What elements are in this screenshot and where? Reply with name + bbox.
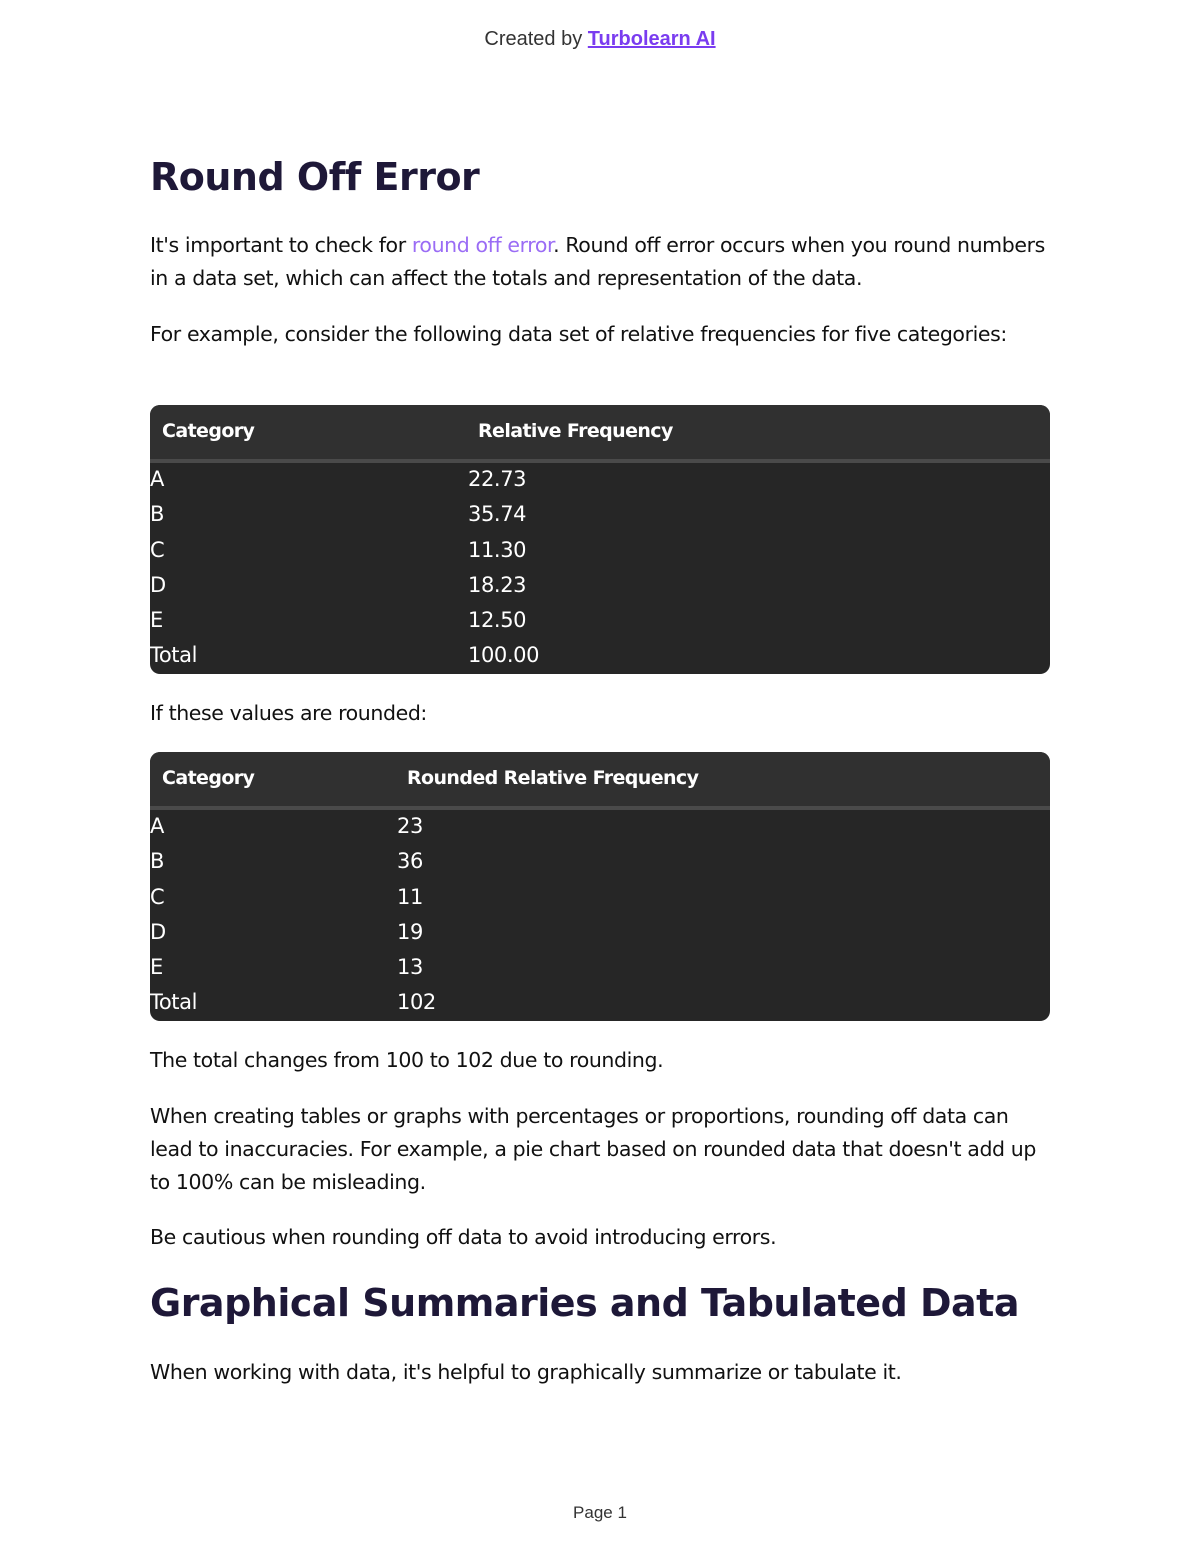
cell-value: 13 [397,955,423,980]
credit-line [0,28,1200,51]
rounded-frequency-table [150,752,1050,1021]
cell-value: 19 [397,919,423,944]
table-row [150,498,1050,533]
cell-value: 11.30 [468,537,527,562]
intro-text-before: It's important to check for [150,233,412,257]
table-header [150,752,1050,810]
table-row-total [150,986,1050,1021]
example-paragraph: For example, consider the following data set of relative frequencies for five categories: [150,322,1007,346]
warning-paragraph: When creating tables or graphs with percentages or proportions, rounding off data can lead to inaccuracies. For example, a pie chart based on rounded data that doesn't add up to 100% can be misleading. [150,1104,1036,1194]
cell-category: D [150,919,166,944]
rounded-intro-paragraph: If these values are rounded: [150,701,427,725]
header-category: Category [162,420,255,442]
section-title-graphical-summaries: Graphical Summaries and Tabulated Data [150,1281,1019,1325]
section-title-round-off-error: Round Off Error [150,155,480,199]
header-category: Category [162,767,255,789]
cell-category: A [150,467,164,491]
cell-value: 11 [397,884,423,909]
table-row [150,604,1050,639]
table-row-total [150,639,1050,674]
cell-category: B [150,502,165,527]
cell-value: 100.00 [468,643,540,668]
cell-category: E [150,608,163,633]
cell-category: C [150,537,165,562]
cell-category: D [150,572,166,597]
turbolearn-link[interactable]: Turbolearn AI [587,28,716,50]
header-relative-frequency: Relative Frequency [478,420,673,442]
table-row [150,881,1050,916]
cell-value: 22.73 [468,467,527,491]
table-row [150,916,1050,951]
cell-value: 12.50 [468,608,527,633]
caution-paragraph: Be cautious when rounding off data to avoid introducing errors. [150,1225,777,1249]
page-number: Page 1 [573,1503,627,1522]
table-header [150,405,1050,463]
intro-paragraph [150,229,1050,295]
cell-value: 102 [397,990,436,1015]
header-rounded-relative-frequency: Rounded Relative Frequency [407,767,699,789]
cell-category: Total [150,643,198,668]
intro-text-after: . Round off error occurs when you round numbers in a data set, which can affect the totals and representation of the data. [150,233,1045,290]
table-row [150,534,1050,569]
cell-category: Total [150,990,198,1015]
cell-category: E [150,955,163,980]
cell-value: 35.74 [468,502,527,527]
cell-value: 23 [397,814,423,838]
round-off-error-highlight: round off error [411,233,554,257]
graphical-intro-paragraph: When working with data, it's helpful to graphically summarize or tabulate it. [150,1360,902,1384]
cell-category: A [150,814,164,838]
table-row [150,463,1050,498]
table-row [150,810,1050,845]
cell-category: C [150,884,165,909]
cell-value: 36 [397,849,423,874]
total-change-paragraph: The total changes from 100 to 102 due to rounding. [150,1048,664,1072]
created-by-text: Created by [484,28,583,50]
table-row [150,569,1050,604]
cell-value: 18.23 [468,572,527,597]
cell-category: B [150,849,165,874]
relative-frequency-table [150,405,1050,674]
table-row [150,951,1050,986]
table-row [150,845,1050,880]
